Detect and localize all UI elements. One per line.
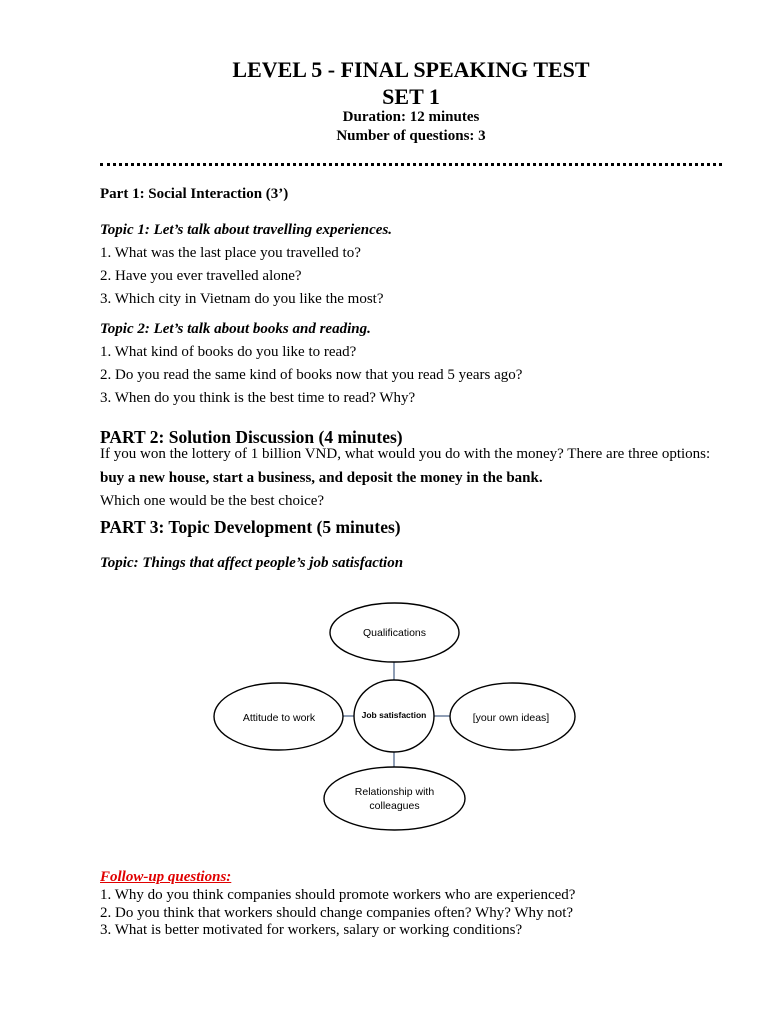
part2-heading: PART 2: Solution Discussion (4 minutes) xyxy=(100,427,403,447)
part2-line3: Which one would be the best choice? xyxy=(100,493,325,509)
relationship-label-line1: Relationship with xyxy=(354,786,435,798)
attitude-label: Attitude to work xyxy=(242,712,316,724)
questions-count-text: Number of questions: 3 xyxy=(336,128,486,144)
qualifications-label: Qualifications xyxy=(362,627,427,639)
topic2-question: 2. Do you read the same kind of books now that you read 5 years ago? xyxy=(100,367,523,383)
topic1-question: 2. Have you ever travelled alone? xyxy=(100,268,302,284)
followup-question: 2. Do you think that workers should change companies often? Why? Why not? xyxy=(100,905,574,921)
own-ideas-label: [your own ideas] xyxy=(472,712,550,724)
topic1-title: Topic 1: Let’s talk about travelling experiences. xyxy=(100,222,393,238)
part3-heading: PART 3: Topic Development (5 minutes) xyxy=(100,517,401,537)
topic2-question: 3. When do you think is the best time to read? Why? xyxy=(100,390,416,406)
topic1-question: 1. What was the last place you travelled to? xyxy=(100,245,361,261)
relationship-node xyxy=(324,767,465,830)
test-title: LEVEL 5 - FINAL SPEAKING TEST xyxy=(232,57,590,82)
part2-options: buy a new house, start a business, and deposit the money in the bank. xyxy=(100,470,543,486)
followup-heading: Follow-up questions: xyxy=(100,869,232,885)
job-satisfaction-label: Job satisfaction xyxy=(361,710,427,720)
followup-question: 1. Why do you think companies should promote workers who are experienced? xyxy=(100,887,576,903)
topic2-title: Topic 2: Let’s talk about books and reading. xyxy=(100,321,371,337)
topic1-question: 3. Which city in Vietnam do you like the most? xyxy=(100,291,384,307)
part3-topic: Topic: Things that affect people’s job satisfaction xyxy=(100,555,404,571)
part1-heading: Part 1: Social Interaction (3’) xyxy=(100,186,289,202)
relationship-label-line2: colleagues xyxy=(369,800,420,812)
set-title: SET 1 xyxy=(382,84,440,109)
topic2-question: 1. What kind of books do you like to read? xyxy=(100,344,357,360)
followup-question: 3. What is better motivated for workers, salary or working conditions? xyxy=(100,922,523,938)
part2-line1: If you won the lottery of 1 billion VND, what would you do with the money? There are three options: xyxy=(100,446,711,462)
duration-text: Duration: 12 minutes xyxy=(342,109,480,125)
